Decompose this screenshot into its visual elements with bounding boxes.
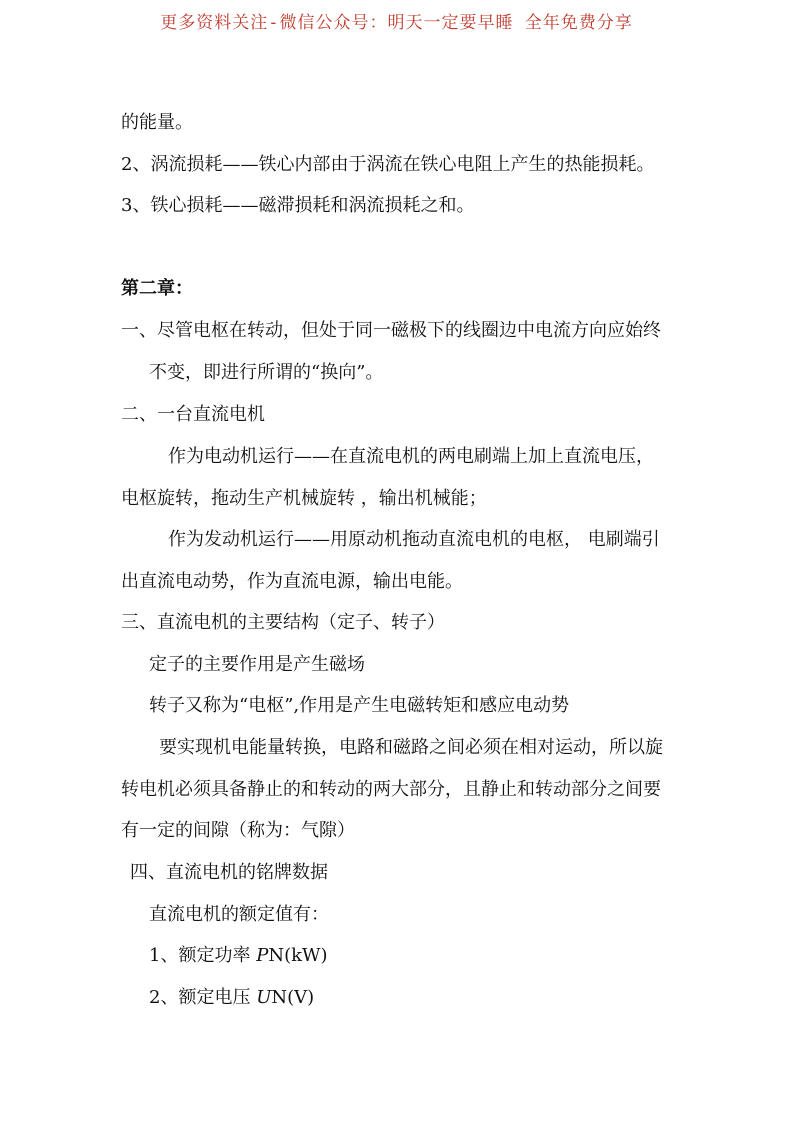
list-item-eddy-loss: 2、涡流损耗——铁心内部由于涡流在铁心电阻上产生的热能损耗。 xyxy=(121,154,655,175)
energy-conversion-line1: 要实现机电能量转换，电路和磁路之间必须在相对运动，所以旋 xyxy=(159,737,663,758)
generator-operation-line2: 出直流电动势，作为直流电源，输出电能。 xyxy=(121,571,463,592)
section-one-line2: 不变，即进行所谓的“换向”。 xyxy=(149,362,384,383)
rated-voltage-symbol: U xyxy=(256,987,272,1008)
generator-operation-line1: 作为发动机运行——用原动机拖动直流电机的电枢， 电刷端引 xyxy=(168,529,660,550)
rated-power-suffix: N(kW) xyxy=(268,945,328,966)
energy-conversion-line3: 有一定的间隙（称为：气隙） xyxy=(121,820,355,841)
rated-power-prefix: 1、额定功率 xyxy=(149,945,257,966)
motor-operation-line2: 电枢旋转，拖动生产机械旋转 ，输出机械能； xyxy=(121,488,487,509)
paragraph-line: 的能量。 xyxy=(121,112,193,133)
stator-function: 定子的主要作用是产生磁场 xyxy=(149,654,365,675)
list-item-core-loss: 3、铁心损耗——磁滞损耗和涡流损耗之和。 xyxy=(121,195,475,216)
page-header-banner: 更多资料关注-微信公众号：明天一定要早睡 全年免费分享 xyxy=(160,13,633,33)
rated-voltage-prefix: 2、额定电压 xyxy=(149,987,257,1008)
motor-operation-line1: 作为电动机运行——在直流电机的两电刷端上加上直流电压， xyxy=(168,446,654,467)
section-four-heading: 四、直流电机的铭牌数据 xyxy=(130,862,328,883)
rated-voltage-item xyxy=(149,983,314,1009)
rated-power-item xyxy=(149,941,328,967)
section-two-heading: 二、一台直流电机 xyxy=(121,404,265,425)
section-one-line1: 一、尽管电枢在转动，但处于同一磁极下的线圈边中电流方向应始终 xyxy=(121,320,661,341)
section-three-heading: 三、直流电机的主要结构（定子、转子） xyxy=(121,612,445,633)
energy-conversion-line2: 转电机必须具备静止的和转动的两大部分，且静止和转动部分之间要 xyxy=(121,779,661,800)
chapter-heading: 第二章： xyxy=(121,278,193,299)
rated-power-symbol: P xyxy=(256,945,269,966)
rated-voltage-suffix: N(V) xyxy=(271,987,315,1008)
rotor-function: 转子又称为“电枢”,作用是产生电磁转矩和感应电动势 xyxy=(149,695,570,716)
rated-values-intro: 直流电机的额定值有： xyxy=(149,904,329,925)
